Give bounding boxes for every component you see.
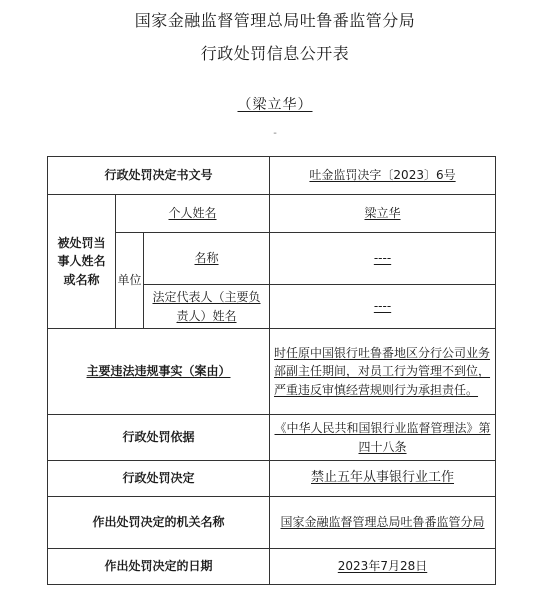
decision-no-label: 行政处罚决定书文号 <box>48 157 270 195</box>
authority-label: 作出处罚决定的机关名称 <box>48 497 270 549</box>
legal-rep-value: ---- <box>270 285 496 329</box>
decision-value: 禁止五年从事银行业工作 <box>270 461 496 497</box>
decision-label: 行政处罚决定 <box>48 461 270 497</box>
table-row <box>48 195 496 233</box>
authority-value: 国家金融监督管理总局吐鲁番监管分局 <box>270 497 496 549</box>
page-subtitle: 行政处罚信息公开表 <box>200 44 350 63</box>
unit-name-value: ---- <box>270 233 496 285</box>
subject-name: （梁立华） <box>237 97 313 113</box>
legal-rep-label: 法定代表人（主要负责人）姓名 <box>144 285 270 329</box>
date-value: 2023年7月28日 <box>270 549 496 585</box>
separator-mark: - <box>273 128 277 139</box>
table-row <box>48 415 496 461</box>
table-row <box>48 329 496 415</box>
unit-label: 单位 <box>116 233 144 329</box>
basis-label: 行政处罚依据 <box>48 415 270 461</box>
decision-no-value: 吐金监罚决字〔2023〕6号 <box>270 157 496 195</box>
individual-name-label: 个人姓名 <box>116 195 270 233</box>
table-row <box>48 549 496 585</box>
violation-label: 主要违法违规事实（案由） <box>48 329 270 415</box>
table-row <box>48 497 496 549</box>
date-label: 作出处罚决定的日期 <box>48 549 270 585</box>
basis-value: 《中华人民共和国银行业监督管理法》第四十八条 <box>270 415 496 461</box>
individual-name-value: 梁立华 <box>270 195 496 233</box>
table-row <box>48 233 496 285</box>
table-row <box>48 157 496 195</box>
violation-value: 时任原中国银行吐鲁番地区分行公司业务部副主任期间，对员工行为管理不到位，严重违反审慎经营规则行为承担责任。 <box>270 329 496 415</box>
unit-name-label: 名称 <box>144 233 270 285</box>
table-row <box>48 461 496 497</box>
page-title: 国家金融监督管理总局吐鲁番监管分局 <box>134 11 416 30</box>
penalty-info-table <box>47 156 496 585</box>
party-label: 被处罚当事人姓名或名称 <box>48 195 116 329</box>
